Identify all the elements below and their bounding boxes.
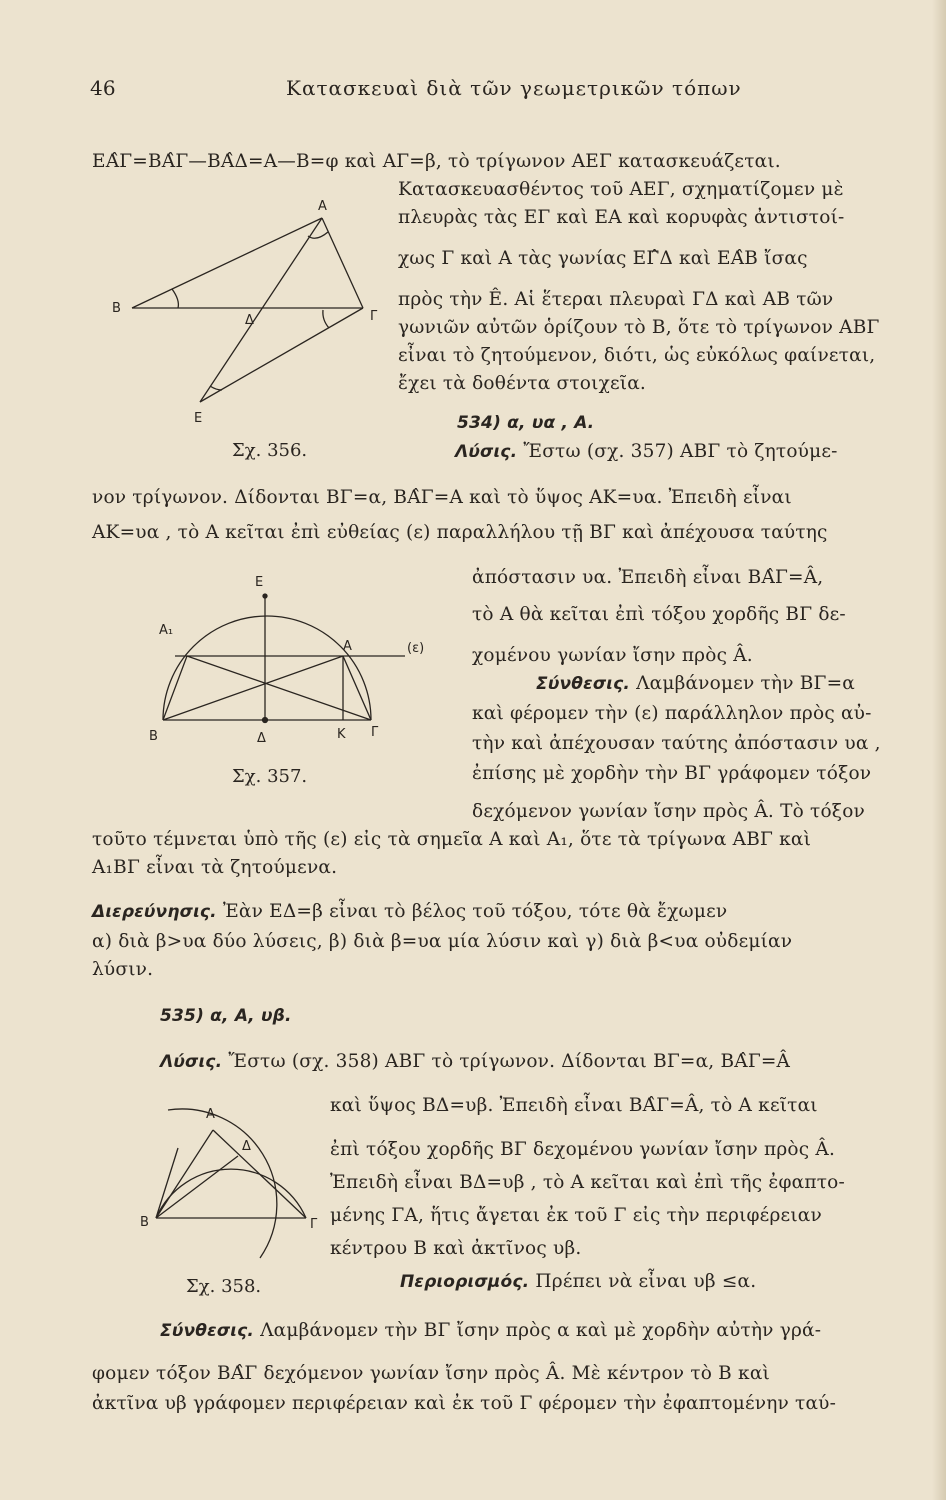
disc534-first-text: Ἐὰν ΕΔ=β εἶναι τὸ βέλος τοῦ τόξου, τότε θὰ ἔχωμεν	[222, 901, 728, 922]
synthesis-label-535: Σύνθεσις.	[160, 1321, 255, 1341]
disc534-line-1: λύσιν.	[92, 959, 154, 980]
fig357-label-G: Γ	[371, 725, 379, 740]
fig357-point-E	[263, 594, 267, 598]
fig357-label-E: E	[255, 575, 264, 590]
figure-356	[100, 190, 400, 440]
fig358-arc-main	[156, 1169, 306, 1218]
fig356-arc-G	[323, 310, 329, 328]
page-edge-shadow	[932, 0, 946, 1500]
lim535-line	[400, 1270, 756, 1294]
sol535-line-3: μένης ΓΑ, ἥτις ἄγεται ἐκ τοῦ Γ εἰς τὴν περιφέρειαν	[330, 1205, 822, 1226]
fig357-line-AG	[343, 656, 371, 720]
sol535-line-4: κέντρου Β καὶ ἀκτῖνος υβ.	[330, 1238, 582, 1259]
syn535-line-1: ἀκτῖνα υβ γράφομεν περιφέρειαν καὶ ἐκ τοῦ Γ φέρομεν τὴν ἐφαπτομένην ταύ-	[92, 1393, 837, 1414]
lim535-text: Πρέπει νὰ εἶναι υβ ≤α.	[535, 1271, 757, 1292]
sol535-line-1: ἐπὶ τόξου χορδῆς ΒΓ δεχομένου γωνίαν ἴσην πρὸς Â.	[330, 1139, 836, 1160]
fig358-label-D: Δ	[242, 1139, 251, 1154]
limitation-label: Περιορισμός.	[400, 1272, 530, 1292]
fig358-label-B: B	[140, 1215, 149, 1230]
syn535-first-text: Λαμβάνομεν τὴν ΒΓ ἴσην πρὸς α καὶ μὲ χορδὴν αὐτὴν γρά-	[260, 1320, 822, 1341]
syn535-line-first	[160, 1319, 821, 1343]
problem-534-heading: 534) α, υα , Α.	[457, 413, 595, 433]
fig356-label-B: B	[112, 301, 121, 316]
syn534-line-2: ἐπίσης μὲ χορδὴν τὴν ΒΓ γράφομεν τόξον	[472, 763, 872, 784]
syn534-line-1: τὴν καὶ ἀπέχουσαν ταύτης ἀπόστασιν υα ,	[472, 733, 881, 754]
sol535-line-2: Ἐπειδὴ εἶναι ΒΔ=υβ , τὸ Α κεῖται καὶ ἐπὶ τῆς ἐφαπτο-	[330, 1172, 845, 1193]
fig356-line-AG	[322, 218, 363, 308]
problem-535-heading: 535) α, Α, υβ.	[160, 1006, 292, 1026]
figure-358	[138, 1100, 328, 1275]
fig357-label-eps: (ε)	[407, 641, 425, 656]
sol534-line-1: ΑΚ=υα , τὸ Α κεῖται ἐπὶ εὐθείας (ε) παραλλήλου τῇ ΒΓ καὶ ἀπέχουσα ταύτης	[92, 522, 828, 543]
sol534-line-4: χομένου γωνίαν ἴσην πρὸς Â.	[472, 645, 753, 666]
sol535-first-text: Ἔστω (σχ. 358) ΑΒΓ τὸ τρίγωνον. Δίδονται ΒΓ=α, ΒΑ̂Γ=Â	[228, 1051, 791, 1072]
fig358-label-G: Γ	[310, 1217, 318, 1232]
syn534-line-3: δεχόμενον γωνίαν ἴσην πρὸς Â. Τὸ τόξον	[472, 801, 865, 822]
fig357-label-D: Δ	[257, 731, 266, 746]
fig357-label-K: K	[337, 727, 346, 742]
sol535-line-0: καὶ ὕψος ΒΔ=υβ. Ἐπειδὴ εἶναι ΒΑ̂Γ=Â, τὸ Α κεῖται	[330, 1095, 818, 1116]
fig358-line-BD	[156, 1156, 238, 1218]
figure-357	[145, 570, 445, 770]
fig358-line-AG	[213, 1130, 306, 1218]
sol534-line-3: τὸ Α θὰ κεῖται ἐπὶ τόξου χορδῆς ΒΓ δε-	[472, 604, 846, 625]
syn534-line-0: καὶ φέρομεν τὴν (ε) παράλληλον πρὸς αὐ-	[472, 703, 872, 724]
running-head: Κατασκευαὶ διὰ τῶν γεωμετρικῶν τόπων	[286, 76, 742, 100]
fig357-label-A: A	[343, 639, 352, 654]
fig357-point-D	[263, 718, 268, 723]
sol534-line-2: ἀπόστασιν υα. Ἐπειδὴ εἶναι ΒΑ̂Γ=Â,	[472, 567, 824, 588]
page-number: 46	[90, 76, 116, 100]
fig356-caption: Σχ. 356.	[232, 440, 308, 461]
solution-label-534: Λύσις.	[455, 442, 518, 462]
fig358-label-A: A	[206, 1107, 215, 1122]
syn534-line-first	[536, 672, 855, 696]
syn534-first-text: Λαμβάνομεν τὴν ΒΓ=α	[636, 673, 855, 694]
fig356-line-AE	[200, 218, 322, 402]
para1-line-3: χως Γ καὶ Α τὰς γωνίας ΕΓ̂Δ καὶ ΕΑ̂Β ἴσας	[398, 248, 808, 269]
fig357-arc	[163, 616, 371, 720]
para1-line-1: Κατασκευασθέντος τοῦ ΑΕΓ, σχηματίζομεν μὲ	[398, 179, 844, 200]
syn535-line-0: φομεν τόξον ΒΑ̂Γ δεχόμενον γωνίαν ἴσην πρὸς Â. Μὲ κέντρον τὸ Β καὶ	[92, 1363, 770, 1384]
discussion-label: Διερεύνησις.	[92, 902, 217, 922]
para1-line-7: ἔχει τὰ δοθέντα στοιχεῖα.	[398, 373, 646, 394]
disc534-line-first	[92, 900, 727, 924]
fig356-arc-B	[172, 289, 178, 308]
fig356-arc-E	[210, 386, 222, 390]
fig356-line-BA	[132, 218, 322, 308]
fig357-caption: Σχ. 357.	[232, 766, 308, 787]
fig357-line-BA1	[163, 656, 187, 720]
fig356-label-A: A	[318, 199, 327, 214]
fig358-line-left	[156, 1148, 178, 1218]
para1-line-0: ΕΑ̂Γ=ΒΑ̂Γ—ΒΑ̂Δ=Α—Β=φ καὶ ΑΓ=β, τὸ τρίγωνον ΑΕΓ κατασκευάζεται.	[92, 151, 781, 172]
fig357-line-BA	[163, 656, 343, 720]
fig357-label-B: B	[149, 729, 158, 744]
para1-line-4: πρὸς τὴν Ê. Αἱ ἕτεραι πλευραὶ ΓΔ καὶ ΑΒ τῶν	[398, 289, 834, 310]
sol534-line-0: νον τρίγωνον. Δίδονται ΒΓ=α, ΒΑ̂Γ=Α καὶ τὸ ὕψος ΑΚ=υα. Ἐπειδὴ εἶναι	[92, 487, 792, 508]
fig356-label-D: Δ	[245, 313, 254, 328]
synthesis-label-534: Σύνθεσις.	[536, 674, 631, 694]
para1-line-2: πλευρὰς τὰς ΕΓ καὶ ΕΑ καὶ κορυφὰς ἀντιστοί-	[398, 207, 845, 228]
sol535-line-first	[160, 1050, 790, 1074]
syn534-line-5: Α₁ΒΓ εἶναι τὰ ζητούμενα.	[92, 857, 338, 878]
sol534-line-first	[455, 440, 838, 464]
sol534-first-text: Ἔστω (σχ. 357) ΑΒΓ τὸ ζητούμε-	[523, 441, 838, 462]
fig357-label-A1: A₁	[159, 623, 174, 638]
fig356-label-G: Γ	[370, 309, 378, 324]
fig358-caption: Σχ. 358.	[186, 1276, 262, 1297]
para1-line-6: εἶναι τὸ ζητούμενον, διότι, ὡς εὐκόλως φαίνεται,	[398, 345, 876, 366]
syn534-line-4: τοῦτο τέμνεται ὑπὸ τῆς (ε) εἰς τὰ σημεῖα Α καὶ Α₁, ὅτε τὰ τρίγωνα ΑΒΓ καὶ	[92, 829, 812, 850]
disc534-line-0: α) διὰ β>υα δύο λύσεις, β) διὰ β=υα μία λύσιν καὶ γ) διὰ β<υα οὐδεμίαν	[92, 931, 793, 952]
fig356-line-GE	[200, 308, 363, 402]
para1-line-5: γωνιῶν αὐτῶν ὁρίζουν τὸ Β, ὅτε τὸ τρίγωνον ΑΒΓ	[398, 317, 880, 338]
fig356-label-E: E	[194, 411, 203, 426]
solution-label-535: Λύσις.	[160, 1052, 223, 1072]
